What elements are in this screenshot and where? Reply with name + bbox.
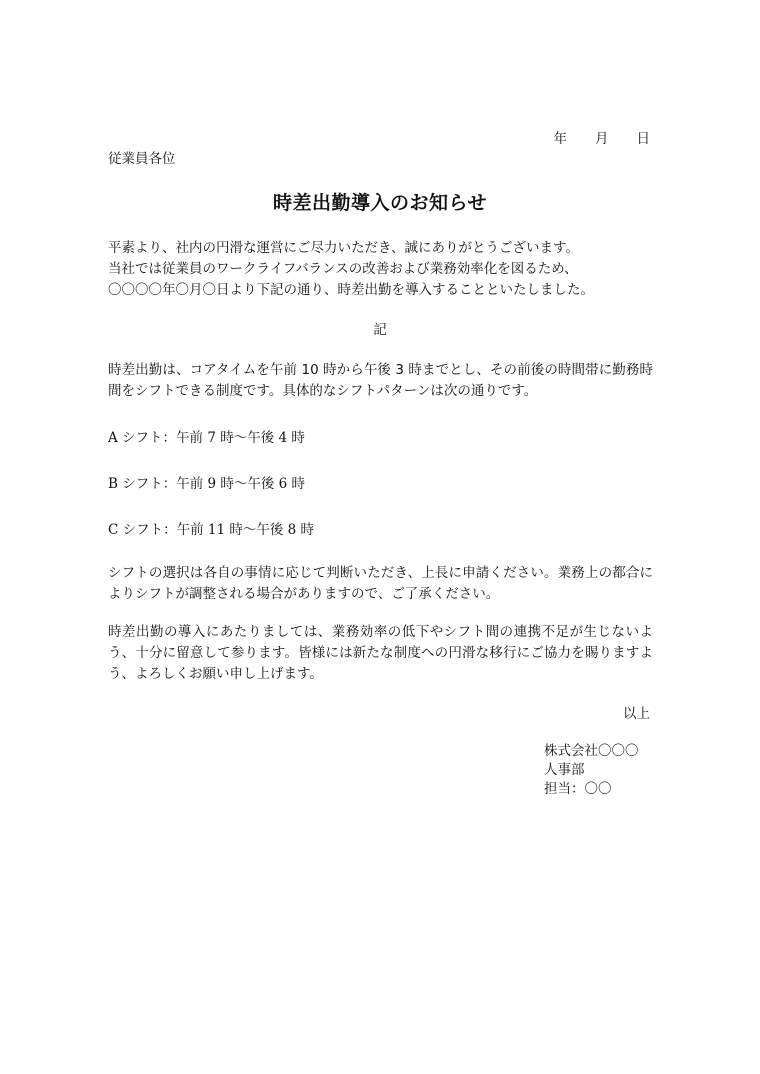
greeting-line: 当社では従業員のワークライフバランスの改善および業務効率化を図るため、 bbox=[108, 261, 578, 277]
shift-item-b: B シフト：午前 9 時〜午後 6 時 bbox=[108, 476, 306, 492]
shift-item-c: C シフト：午前 11 時〜午後 8 時 bbox=[108, 522, 315, 538]
closing-word: 以上 bbox=[623, 706, 650, 722]
greeting-line: 平素より、社内の円滑な運営にご尽力いただき、誠にありがとうございます。 bbox=[108, 240, 579, 256]
sender-company: 株式会社〇〇〇 bbox=[544, 743, 639, 759]
description-paragraph: 時差出勤は、コアタイムを午前 10 時から午後 3 時までとし、その前後の時間帯に勤務時間をシフトできる制度です。具体的なシフトパターンは次の通りです。 bbox=[108, 362, 653, 399]
recipient: 従業員各位 bbox=[108, 151, 176, 167]
greeting-paragraph bbox=[108, 238, 594, 301]
sender-contact: 担当：〇〇 bbox=[544, 781, 612, 797]
sender-block bbox=[544, 742, 639, 799]
greeting-line: 〇〇〇〇年〇月〇日より下記の通り、時差出勤を導入することといたしました。 bbox=[108, 282, 594, 298]
ki-heading: 記 bbox=[373, 322, 387, 338]
sender-department: 人事部 bbox=[544, 762, 585, 778]
request-note-paragraph: 時差出勤の導入にあたりましては、業務効率の低下やシフト間の連携不足が生じないよう、十分に留意して参ります。皆様には新たな制度への円滑な移行にご協力を賜りますよう、よろしくお願い申し上げます。 bbox=[108, 624, 653, 682]
shift-item-a: A シフト：午前 7 時〜午後 4 時 bbox=[108, 430, 305, 446]
date-line bbox=[554, 127, 651, 147]
date-year: 年 bbox=[553, 131, 567, 147]
document-title: 時差出勤導入のお知らせ bbox=[273, 192, 487, 214]
selection-note-paragraph: シフトの選択は各自の事情に応じて判断いただき、上長に申請ください。業務上の都合によりシフトが調整される場合がありますので、ご了承ください。 bbox=[108, 565, 653, 602]
date-month: 月 bbox=[595, 131, 609, 147]
date-day: 日 bbox=[636, 131, 650, 147]
